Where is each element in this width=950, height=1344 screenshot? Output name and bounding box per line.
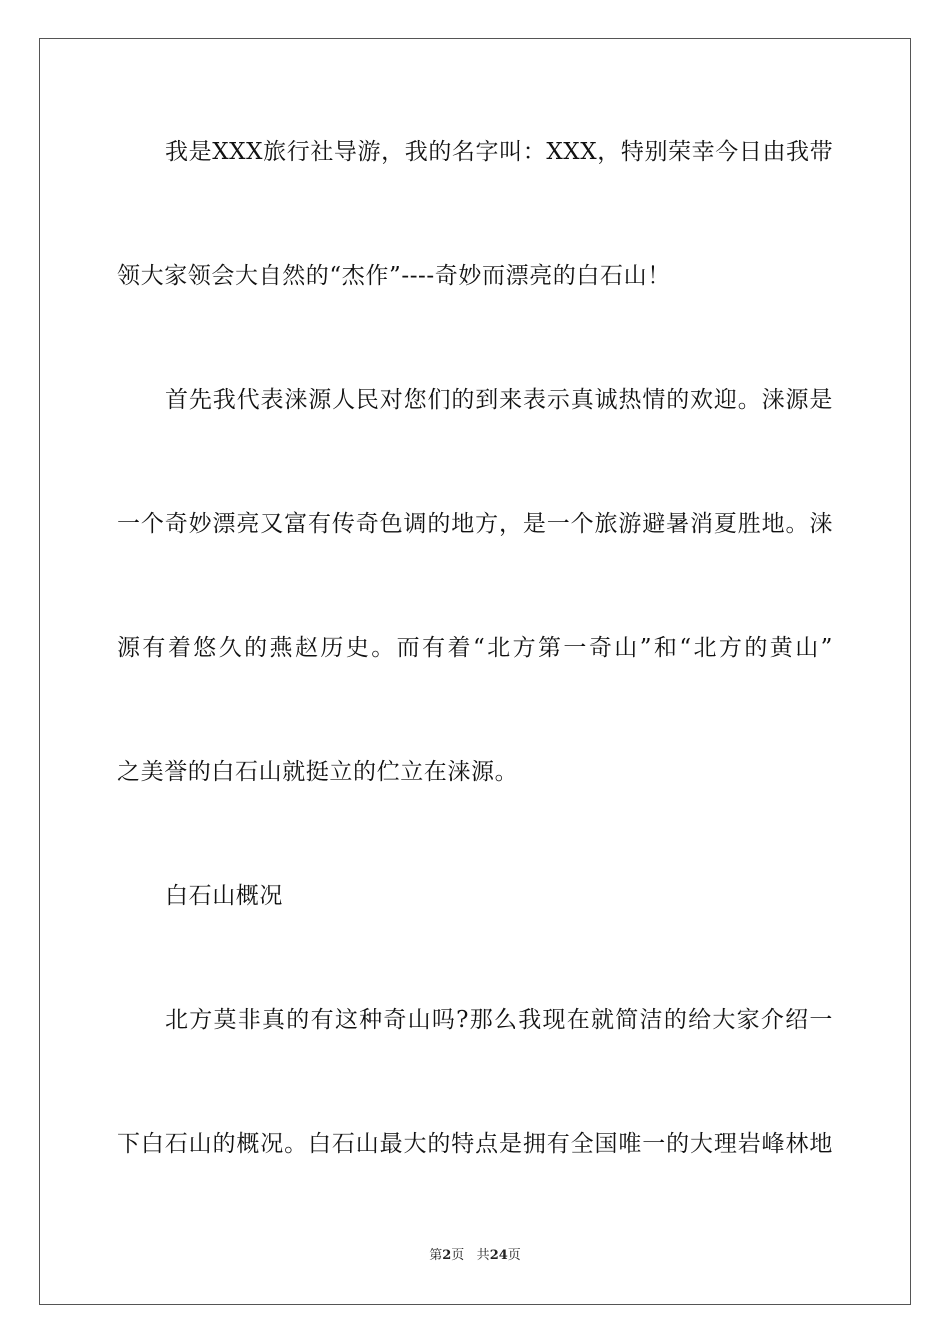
paragraph-2-line-3: 源有着悠久的燕赵历史。而有着“北方第一奇山”和“北方的黄山” bbox=[117, 635, 833, 661]
footer-total-prefix: 共 bbox=[476, 1248, 490, 1263]
footer-page-suffix: 页 bbox=[451, 1248, 465, 1263]
page-footer bbox=[0, 1247, 950, 1265]
section-heading: 白石山概况 bbox=[165, 883, 283, 909]
footer-total-pages: 24 bbox=[489, 1248, 508, 1263]
footer-total-suffix: 页 bbox=[507, 1248, 521, 1263]
paragraph-3-line-2: 下白石山的概况。白石山最大的特点是拥有全国唯一的大理岩峰林地 bbox=[117, 1131, 833, 1157]
paragraph-2-line-2: 一个奇妙漂亮又富有传奇色调的地方，是一个旅游避暑消夏胜地。涞 bbox=[117, 511, 833, 537]
footer-page-prefix: 第 bbox=[429, 1248, 443, 1263]
paragraph-1-line-2: 领大家领会大自然的“杰作”----奇妙而漂亮的白石山！ bbox=[117, 263, 671, 289]
paragraph-2-line-4: 之美誉的白石山就挺立的伫立在涞源。 bbox=[117, 759, 519, 785]
paragraph-1-line-1: 我是XXX旅行社导游，我的名字叫：XXX，特别荣幸今日由我带 bbox=[165, 139, 834, 165]
paragraph-2-line-1: 首先我代表涞源人民对您们的到来表示真诚热情的欢迎。涞源是 bbox=[165, 387, 833, 413]
page-border bbox=[39, 38, 911, 1305]
footer-current-page: 2 bbox=[442, 1248, 452, 1263]
paragraph-3-line-1: 北方莫非真的有这种奇山吗?那么我现在就简洁的给大家介绍一 bbox=[165, 1007, 833, 1033]
